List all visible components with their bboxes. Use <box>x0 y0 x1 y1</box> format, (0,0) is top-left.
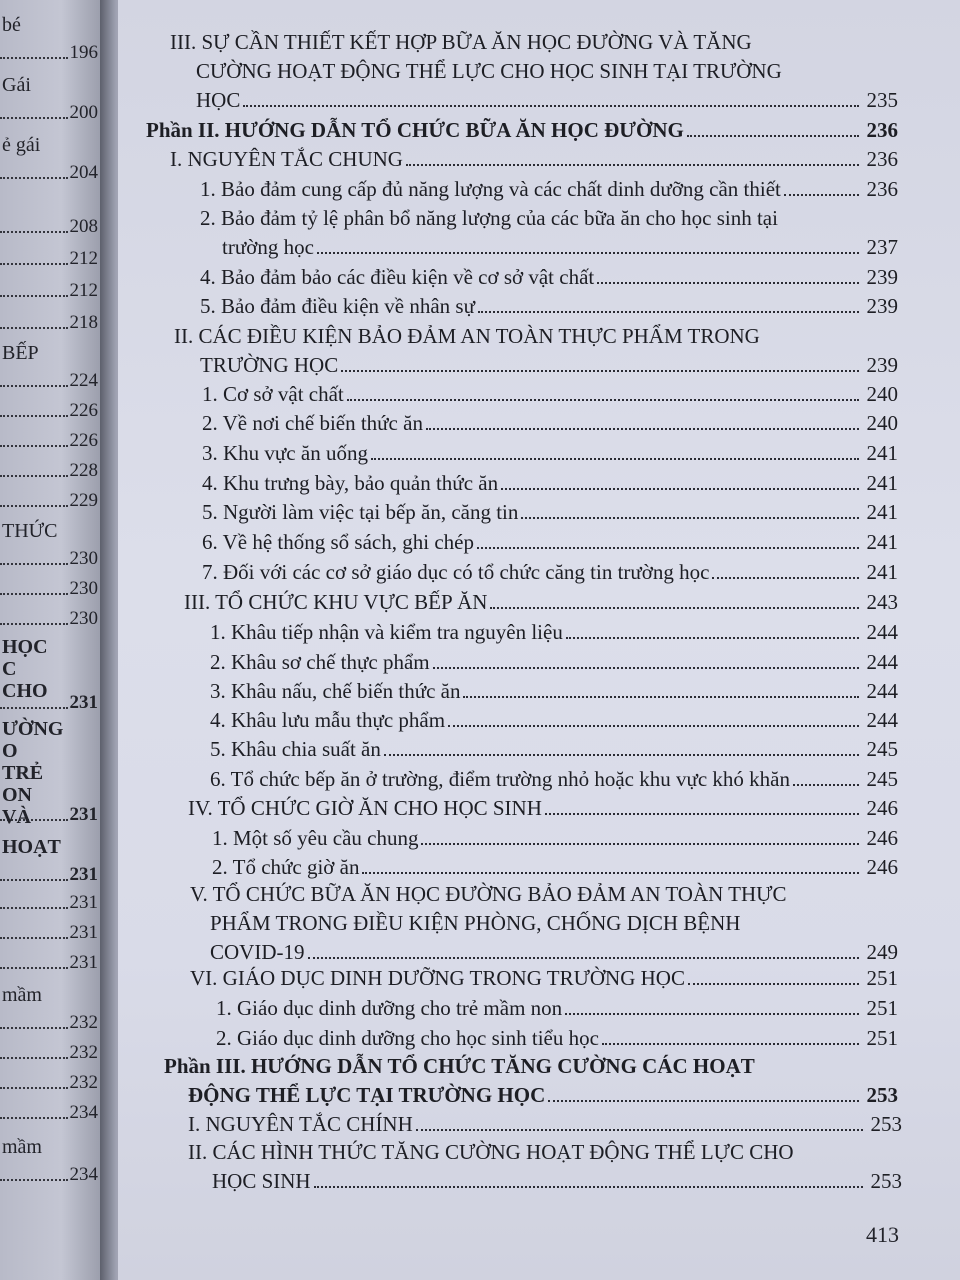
left-entry-page: 200 <box>69 102 98 123</box>
toc-entry-leader <box>188 794 898 823</box>
left-entry <box>0 1072 102 1094</box>
left-entry-page: 230 <box>69 548 98 569</box>
toc-entry-page: 253 <box>866 1083 898 1107</box>
toc-entry-page: 241 <box>866 441 898 465</box>
toc-entry-leader <box>202 558 898 587</box>
leader-dots <box>0 57 68 59</box>
leader-dots <box>243 105 859 107</box>
toc-entry-leader <box>210 735 898 764</box>
toc-entry-title: 2. Bảo đảm tỷ lệ phân bổ năng lượng của các bữa ăn cho học sinh tại <box>200 206 778 230</box>
toc-entry-title: ĐỘNG THỂ LỰC TẠI TRƯỜNG HỌC <box>188 1083 546 1107</box>
toc-entry-page: 237 <box>866 235 898 259</box>
left-entry <box>0 400 102 422</box>
left-entry <box>0 578 102 600</box>
toc-entry-leader <box>170 86 898 115</box>
left-page <box>0 0 102 1280</box>
toc-entry <box>118 588 960 617</box>
leader-dots <box>521 517 859 519</box>
toc-entry-title: 1. Giáo dục dinh dưỡng cho trẻ mầm non <box>216 996 563 1020</box>
toc-entry-page: 251 <box>866 996 898 1020</box>
toc-entry-page: 253 <box>870 1169 902 1193</box>
left-entry-page: 204 <box>69 162 98 183</box>
left-entry <box>0 608 102 630</box>
left-entry-page: 232 <box>69 1042 98 1063</box>
toc-entry-page: 253 <box>870 1112 902 1136</box>
leader-dots <box>416 1129 863 1131</box>
leader-dots <box>490 607 859 609</box>
toc-entry-title: 2. Khâu sơ chế thực phẩm <box>210 650 430 674</box>
toc-entry-title: II. CÁC ĐIỀU KIỆN BẢO ĐẢM AN TOÀN THỰC PHẨM TRONG <box>174 324 760 348</box>
toc-entry <box>118 439 960 468</box>
toc-entry-title: 4. Khu trưng bày, bảo quản thức ăn <box>202 471 499 495</box>
toc-entry <box>118 1138 960 1196</box>
toc-entry-title: 3. Khu vực ăn uống <box>202 441 368 465</box>
leader-dots <box>0 907 68 909</box>
leader-dots <box>0 177 68 179</box>
toc-entry-title: I. NGUYÊN TẮC CHUNG <box>170 147 403 171</box>
toc-entry-title: Phần III. HƯỚNG DẪN TỔ CHỨC TĂNG CƯỜNG CÁC HOẠT <box>164 1054 755 1078</box>
toc-entry-leader <box>210 765 898 794</box>
leader-dots <box>0 1179 68 1181</box>
toc-entry-page: 243 <box>866 590 898 614</box>
leader-dots <box>712 577 859 579</box>
leader-dots <box>426 428 859 430</box>
leader-dots <box>565 1013 859 1015</box>
toc-entry <box>118 824 960 853</box>
toc-entry-page: 244 <box>866 650 898 674</box>
toc-entry <box>118 706 960 735</box>
toc-entry-leader <box>202 498 898 527</box>
left-entry <box>0 134 102 184</box>
leader-dots <box>0 967 68 969</box>
leader-dots <box>0 415 68 417</box>
toc-entry-title: 1. Cơ sở vật chất <box>202 382 344 406</box>
toc-entry-page: 251 <box>866 966 898 990</box>
toc-entry-page: 244 <box>866 620 898 644</box>
toc-entry-leader <box>216 1024 898 1053</box>
leader-dots <box>317 252 859 254</box>
toc-entry-page: 236 <box>866 177 898 201</box>
leader-dots <box>548 1100 859 1102</box>
left-entry-text: HOẠT <box>2 836 61 858</box>
toc-entry-leader <box>210 706 898 735</box>
left-entry-text: THỨC <box>2 520 58 542</box>
leader-dots <box>0 563 68 565</box>
toc-entry-page: 245 <box>866 737 898 761</box>
toc-entry <box>118 794 960 823</box>
toc-entry-leader <box>200 233 898 262</box>
left-entry <box>0 836 102 886</box>
left-entry <box>0 984 102 1034</box>
toc-entry <box>118 648 960 677</box>
toc-entry <box>118 964 960 993</box>
leader-dots <box>0 263 68 265</box>
page-number: 413 <box>866 1222 899 1247</box>
toc-entry-title: IV. TỔ CHỨC GIỜ ĂN CHO HỌC SINH <box>188 796 542 820</box>
leader-dots <box>0 1117 68 1119</box>
toc-entry-leader <box>164 1081 898 1110</box>
leader-dots <box>0 1027 68 1029</box>
toc-entry-leader <box>146 116 898 145</box>
leader-dots <box>433 667 859 669</box>
toc-page <box>118 0 960 1280</box>
leader-dots <box>688 983 859 985</box>
toc-entry-title: 3. Khâu nấu, chế biến thức ăn <box>210 679 461 703</box>
left-entry-page: 231 <box>69 922 98 943</box>
toc-entry-title: 5. Khâu chia suất ăn <box>210 737 381 761</box>
left-entry-page: 196 <box>69 42 98 63</box>
toc-entry-page: 244 <box>866 708 898 732</box>
toc-entry-page: 235 <box>866 88 898 112</box>
left-entry-page: 230 <box>69 578 98 599</box>
toc-entry-title: Phần II. HƯỚNG DẪN TỔ CHỨC BỮA ĂN HỌC ĐƯỜNG <box>146 118 684 142</box>
left-entry-page: 231 <box>69 952 98 973</box>
leader-dots <box>0 937 68 939</box>
toc-entry-title: 4. Khâu lưu mẫu thực phẩm <box>210 708 446 732</box>
toc-entry-leader <box>212 853 898 882</box>
toc-entry <box>118 469 960 498</box>
toc-entry <box>118 765 960 794</box>
leader-dots <box>0 707 68 709</box>
toc-part-heading <box>118 116 960 145</box>
toc-entry-leader <box>202 528 898 557</box>
left-entry <box>0 922 102 944</box>
toc-entry-page: 246 <box>866 826 898 850</box>
toc-entry-title: 2. Giáo dục dinh dưỡng cho học sinh tiểu học <box>216 1026 599 1050</box>
toc-entry-title: TRƯỜNG HỌC <box>200 353 339 377</box>
left-entry <box>0 280 102 302</box>
toc-entry-leader <box>190 938 898 967</box>
toc-entry-title: II. CÁC HÌNH THỨC TĂNG CƯỜNG HOẠT ĐỘNG THỂ LỰC CHO <box>188 1140 794 1164</box>
toc-entry-page: 241 <box>866 500 898 524</box>
toc-entry-page: 239 <box>866 265 898 289</box>
left-entry <box>0 952 102 974</box>
toc-entry <box>118 263 960 292</box>
leader-dots <box>0 1057 68 1059</box>
left-entry-page: 232 <box>69 1012 98 1033</box>
left-entry-text: HỌC C CHO <box>2 636 48 702</box>
left-entry <box>0 248 102 270</box>
toc-entry-page: 249 <box>866 940 898 964</box>
leader-dots <box>478 311 859 313</box>
left-entry-page: 226 <box>69 400 98 421</box>
left-entry <box>0 636 102 714</box>
toc-entry <box>118 322 960 380</box>
left-entry <box>0 718 102 828</box>
left-entry <box>0 1136 102 1186</box>
toc-entry-page: 240 <box>866 411 898 435</box>
left-entry-text: BẾP <box>2 342 39 364</box>
toc-entry-title: HỌC SINH <box>212 1169 311 1193</box>
left-entry-page: 231 <box>69 804 98 825</box>
leader-dots <box>0 623 68 625</box>
leader-dots <box>463 696 859 698</box>
toc-entry-title: 6. Về hệ thống sổ sách, ghi chép <box>202 530 474 554</box>
toc-entry <box>118 528 960 557</box>
left-entry <box>0 430 102 452</box>
toc-entry-page: 241 <box>866 560 898 584</box>
toc-entry-title: trường học <box>222 235 314 259</box>
toc-entry <box>118 1110 960 1139</box>
left-entry-page: 208 <box>69 216 98 237</box>
toc-entry <box>118 994 960 1023</box>
leader-dots <box>0 445 68 447</box>
left-entry-page: 226 <box>69 430 98 451</box>
toc-entry-page: 246 <box>866 796 898 820</box>
toc-entry-title: 2. Về nơi chế biến thức ăn <box>202 411 423 435</box>
toc-entry <box>118 380 960 409</box>
toc-entry <box>118 175 960 204</box>
leader-dots <box>501 488 859 490</box>
left-entry <box>0 1042 102 1064</box>
toc-entry <box>118 558 960 587</box>
toc-entry-leader <box>202 380 898 409</box>
toc-entry-page: 239 <box>866 353 898 377</box>
left-entry <box>0 312 102 334</box>
leader-dots <box>545 813 859 815</box>
toc-entry-page: 236 <box>866 147 898 171</box>
toc-entry-leader <box>174 351 898 380</box>
left-entry-page: 231 <box>69 864 98 885</box>
left-entry-page: 212 <box>69 248 98 269</box>
left-entry-page: 218 <box>69 312 98 333</box>
leader-dots <box>347 399 859 401</box>
toc-entry-title: 5. Người làm việc tại bếp ăn, căng tin <box>202 500 519 524</box>
toc-entry-page: 236 <box>866 118 898 142</box>
toc-entry-leader <box>212 824 898 853</box>
left-entry-text: Gái <box>2 74 31 96</box>
toc-entry-title: I. NGUYÊN TẮC CHÍNH <box>188 1112 413 1136</box>
left-entry-page: 234 <box>69 1164 98 1185</box>
toc-entry-title: 5. Bảo đảm điều kiện về nhân sự <box>200 294 475 318</box>
toc-entry <box>118 204 960 262</box>
toc-entry-leader <box>200 263 898 292</box>
left-entry-page: 231 <box>69 892 98 913</box>
leader-dots <box>687 135 859 137</box>
leader-dots <box>0 385 68 387</box>
leader-dots <box>0 475 68 477</box>
toc-entry-title: 6. Tổ chức bếp ăn ở trường, điểm trường nhỏ hoặc khu vực khó khăn <box>210 767 791 791</box>
leader-dots <box>0 879 68 881</box>
toc-entry <box>118 618 960 647</box>
toc-entry-page: 240 <box>866 382 898 406</box>
toc-entry-title: III. SỰ CẦN THIẾT KẾT HỢP BỮA ĂN HỌC ĐƯỜNG VÀ TĂNG <box>170 30 752 54</box>
left-entry <box>0 216 102 238</box>
left-entry <box>0 14 102 64</box>
toc-entry <box>118 853 960 882</box>
toc-entry-page: 241 <box>866 530 898 554</box>
toc-entry-leader <box>202 409 898 438</box>
left-entry-page: 228 <box>69 460 98 481</box>
left-entry <box>0 460 102 482</box>
leader-dots <box>314 1186 863 1188</box>
leader-dots <box>362 872 859 874</box>
toc-entry <box>118 1024 960 1053</box>
leader-dots <box>0 295 68 297</box>
toc-entry-leader <box>202 469 898 498</box>
toc-entry-leader <box>188 1167 902 1196</box>
left-entry-text: mầm <box>2 984 42 1006</box>
toc-entry-leader <box>190 964 898 993</box>
toc-entry-title: III. TỔ CHỨC KHU VỰC BẾP ĂN <box>184 590 488 614</box>
toc-entry-page: 239 <box>866 294 898 318</box>
toc-part-heading <box>118 1052 960 1110</box>
left-entry <box>0 892 102 914</box>
left-entry-page: 212 <box>69 280 98 301</box>
leader-dots <box>602 1043 859 1045</box>
left-entry <box>0 1102 102 1124</box>
left-entry <box>0 74 102 124</box>
toc-entry <box>118 677 960 706</box>
left-entry <box>0 490 102 512</box>
toc-entry-page: 244 <box>866 679 898 703</box>
toc-entry-leader <box>188 1110 902 1139</box>
leader-dots <box>384 754 859 756</box>
toc-entry-page: 251 <box>866 1026 898 1050</box>
toc-entry-title: 1. Bảo đảm cung cấp đủ năng lượng và các chất dinh dưỡng cần thiết <box>200 177 781 201</box>
left-entry-text: mầm <box>2 1136 42 1158</box>
toc-entry-title: CƯỜNG HOẠT ĐỘNG THỂ LỰC CHO HỌC SINH TẠI TRƯỜNG <box>196 59 782 83</box>
toc-entry-title: 1. Khâu tiếp nhận và kiểm tra nguyên liệu <box>210 620 563 644</box>
left-entry <box>0 520 102 570</box>
toc-entry-leader <box>170 145 898 174</box>
toc-entry-title: COVID-19 <box>210 940 305 964</box>
toc-entry-page: 241 <box>866 471 898 495</box>
toc-entry-title: V. TỔ CHỨC BỮA ĂN HỌC ĐƯỜNG BẢO ĐẢM AN TOÀN THỰC <box>190 882 787 906</box>
toc-entry <box>118 145 960 174</box>
toc-entry-title: HỌC <box>196 88 241 112</box>
toc-entry-title: 1. Một số yêu cầu chung <box>212 826 419 850</box>
leader-dots <box>371 458 859 460</box>
toc-entry <box>118 409 960 438</box>
leader-dots <box>0 231 68 233</box>
toc-entry-leader <box>202 439 898 468</box>
leader-dots <box>421 843 859 845</box>
toc-entry-leader <box>210 618 898 647</box>
toc-entry-title: 2. Tổ chức giờ ăn <box>212 855 360 879</box>
toc-entry-page: 245 <box>866 767 898 791</box>
toc-entry-leader <box>210 677 898 706</box>
toc-entry-leader <box>200 292 898 321</box>
leader-dots <box>341 370 859 372</box>
toc-entry-title: 7. Đối với các cơ sở giáo dục có tổ chức căng tin trường học <box>202 560 710 584</box>
toc-entry-title: PHẨM TRONG ĐIỀU KIỆN PHÒNG, CHỐNG DỊCH BỆNH <box>210 911 741 935</box>
toc-entry-leader <box>210 648 898 677</box>
leader-dots <box>0 1087 68 1089</box>
leader-dots <box>406 164 859 166</box>
leader-dots <box>0 117 68 119</box>
leader-dots <box>0 505 68 507</box>
toc-entry <box>118 292 960 321</box>
toc-entry <box>118 498 960 527</box>
left-entry-page: 231 <box>69 692 98 713</box>
toc-entry <box>118 880 960 967</box>
left-entry-page: 230 <box>69 608 98 629</box>
left-entry-text: ƯỜNG O TRẺ ON VÀ <box>2 718 64 828</box>
toc-entry-title: 4. Bảo đảm bảo các điều kiện về cơ sở vật chất <box>200 265 595 289</box>
leader-dots <box>784 194 859 196</box>
toc-entry-leader <box>216 994 898 1023</box>
leader-dots <box>308 957 860 959</box>
toc-entry <box>118 735 960 764</box>
toc-entry-leader <box>200 175 898 204</box>
left-entry-page: 232 <box>69 1072 98 1093</box>
toc-entry <box>118 28 960 115</box>
leader-dots <box>448 725 859 727</box>
leader-dots <box>597 282 859 284</box>
leader-dots <box>477 547 859 549</box>
leader-dots <box>0 593 68 595</box>
left-entry-page: 224 <box>69 370 98 391</box>
toc-entry-title: VI. GIÁO DỤC DINH DƯỠNG TRONG TRƯỜNG HỌC <box>190 966 685 990</box>
leader-dots <box>793 784 859 786</box>
left-entry-text: ẻ gái <box>2 134 41 156</box>
left-entry-text: bé <box>2 14 21 36</box>
left-entry-page: 234 <box>69 1102 98 1123</box>
toc-entry-leader <box>184 588 898 617</box>
leader-dots <box>566 637 859 639</box>
toc-entry-page: 246 <box>866 855 898 879</box>
left-entry <box>0 342 102 392</box>
left-entry-page: 229 <box>69 490 98 511</box>
leader-dots <box>0 327 68 329</box>
